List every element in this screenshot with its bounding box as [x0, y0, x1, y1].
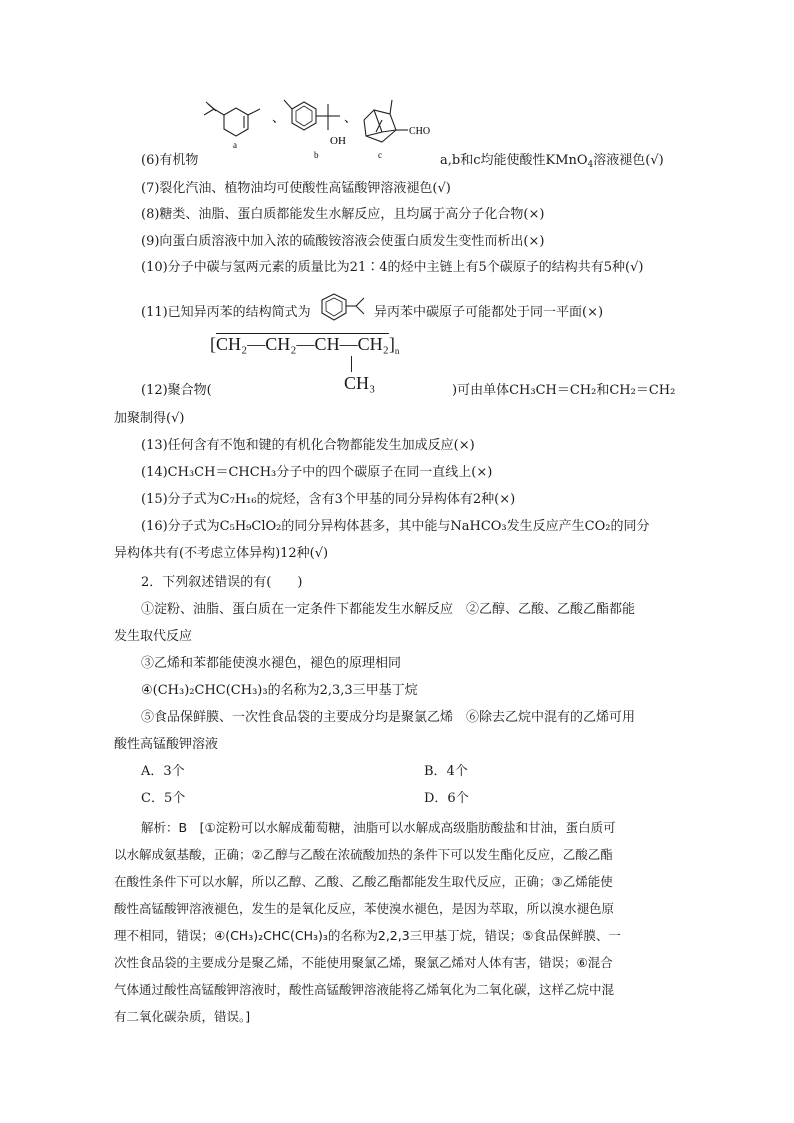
polymer-open-bracket: [: [210, 334, 216, 354]
oh-label: OH: [330, 135, 346, 147]
structure-c: [364, 100, 408, 142]
label-a: a: [233, 140, 237, 150]
q8-line: (8)糖类、油脂、蛋白质都能发生水解反应，且均属于高分子化合物(×): [141, 207, 545, 222]
statement-1-2-cont: 发生取代反应: [114, 629, 193, 644]
polymer-branch: CH₃: [344, 373, 376, 393]
analysis-line-8: 有二氧化碳杂质，错误。]: [114, 1009, 251, 1024]
q9-line: (9)向蛋白质溶液中加入浓的硫酸铵溶液会使蛋白质发生变性而析出(×): [141, 234, 545, 249]
structure-b: [284, 100, 340, 130]
q6-line-end: a,b和c均能使酸性KMnO$_4$溶液褪色(√): [440, 153, 664, 170]
isopropylbenzene-structure: [318, 290, 374, 324]
analysis-line-7: 气体通过酸性高锰酸钾溶液时，酸性高锰酸钾溶液能将乙烯氧化为二氧化碳，这样乙烷中混: [114, 982, 615, 997]
q13-line: (13)任何含有不饱和键的有机化合物都能发生加成反应(×): [141, 438, 475, 453]
q12-line-c: 加聚制得(√): [114, 411, 185, 426]
q12-line-a: (12)聚合物(: [141, 383, 212, 398]
cho-label: CHO: [409, 126, 431, 137]
q10-line: (10)分子中碳与氢两元素的质量比为21∶4的烃中主链上有5个碳原子的结构共有5种(√): [141, 260, 644, 275]
structure-a: [204, 102, 260, 136]
statement-1-2: ①淀粉、油脂、蛋白质在一定条件下都能发生水解反应 ②乙醇、乙酸、乙酸乙酯都能: [141, 602, 636, 617]
statement-3: ③乙烯和苯都能使溴水褪色，褪色的原理相同: [141, 656, 402, 671]
q16-line-a: (16)分子式为C₅H₉ClO₂的同分异构体甚多，其中能与NaHCO₃发生反应产生CO₂的同分: [141, 519, 650, 534]
q15-line: (15)分子式为C₇H₁₆的烷烃，含有3个甲基的同分异构体有2种(×): [141, 492, 516, 507]
structures-q6: [196, 92, 446, 164]
analysis-line-6: 次性食品袋的主要成分是聚乙烯，不能使用聚氯乙烯，聚氯乙烯对人体有害，错误；⑥混合: [114, 955, 613, 970]
label-c: c: [378, 150, 382, 160]
option-b: B．4个: [424, 764, 468, 779]
q11-line-a: (11)已知异丙苯的结构简式为: [141, 305, 311, 320]
option-a: A．3个: [141, 764, 185, 779]
analysis-line-2: 以水解成氨基酸，正确；②乙醇与乙酸在浓硫酸加热的条件下可以发生酯化反应，乙酸乙酯: [114, 847, 613, 862]
label-b: b: [314, 150, 319, 160]
statement-5-6-cont: 酸性高锰酸钾溶液: [114, 737, 219, 752]
separator-1: 、: [272, 110, 286, 125]
q12-line-b: )可由单体CH₃CH＝CH₂和CH₂＝CH₂: [452, 383, 676, 398]
analysis-line-4: 酸性高锰酸钾溶液褪色，发生的是氧化反应，苯使溴水褪色，是因为萃取，所以溴水褪色原: [114, 901, 615, 916]
analysis-line-1: 解析：B [①淀粉可以水解成葡萄糖，油脂可以水解成高级脂肪酸盐和甘油，蛋白质可: [141, 820, 616, 835]
q6-line: (6)有机物: [141, 153, 199, 168]
q7-line: (7)裂化汽油、植物油均可使酸性高锰酸钾溶液褪色(√): [141, 181, 451, 196]
polymer-formula: [210, 333, 399, 362]
q16-line-b: 异构体共有(不考虑立体异构)12种(√): [114, 546, 329, 561]
polymer-close-bracket: ]: [388, 334, 395, 354]
separator-2: 、: [344, 110, 358, 125]
q14-line: (14)CH₃CH＝CHCH₃分子中的四个碳原子在同一直线上(×): [141, 465, 493, 480]
polymer-chain: CH₂—CH₂—CH—CH₂: [216, 334, 389, 354]
statement-4: ④(CH₃)₂CHC(CH₃)₃的名称为2,3,3三甲基丁烷: [141, 683, 418, 698]
option-c: C．5个: [141, 791, 186, 806]
statement-5-6: ⑤食品保鲜膜、一次性食品袋的主要成分均是聚氯乙烯 ⑥除去乙烷中混有的乙烯可用: [141, 710, 636, 725]
question-2-title: 2．下列叙述错误的有( ): [141, 575, 303, 590]
option-d: D．6个: [424, 791, 469, 806]
polymer-branch-bond: [351, 356, 352, 372]
q11-line-b: 异丙苯中碳原子可能都处于同一平面(×): [374, 305, 604, 320]
polymer-n: n: [394, 346, 400, 356]
analysis-line-3: 在酸性条件下可以水解，所以乙醇、乙酸、乙酸乙酯都能发生取代反应，正确；③乙烯能使: [114, 874, 613, 889]
analysis-line-5: 理不相同，错误；④(CH₃)₂CHC(CH₃)₃的名称为2,2,3三甲基丁烷，错误；⑤食品保鲜膜、一: [114, 928, 621, 943]
